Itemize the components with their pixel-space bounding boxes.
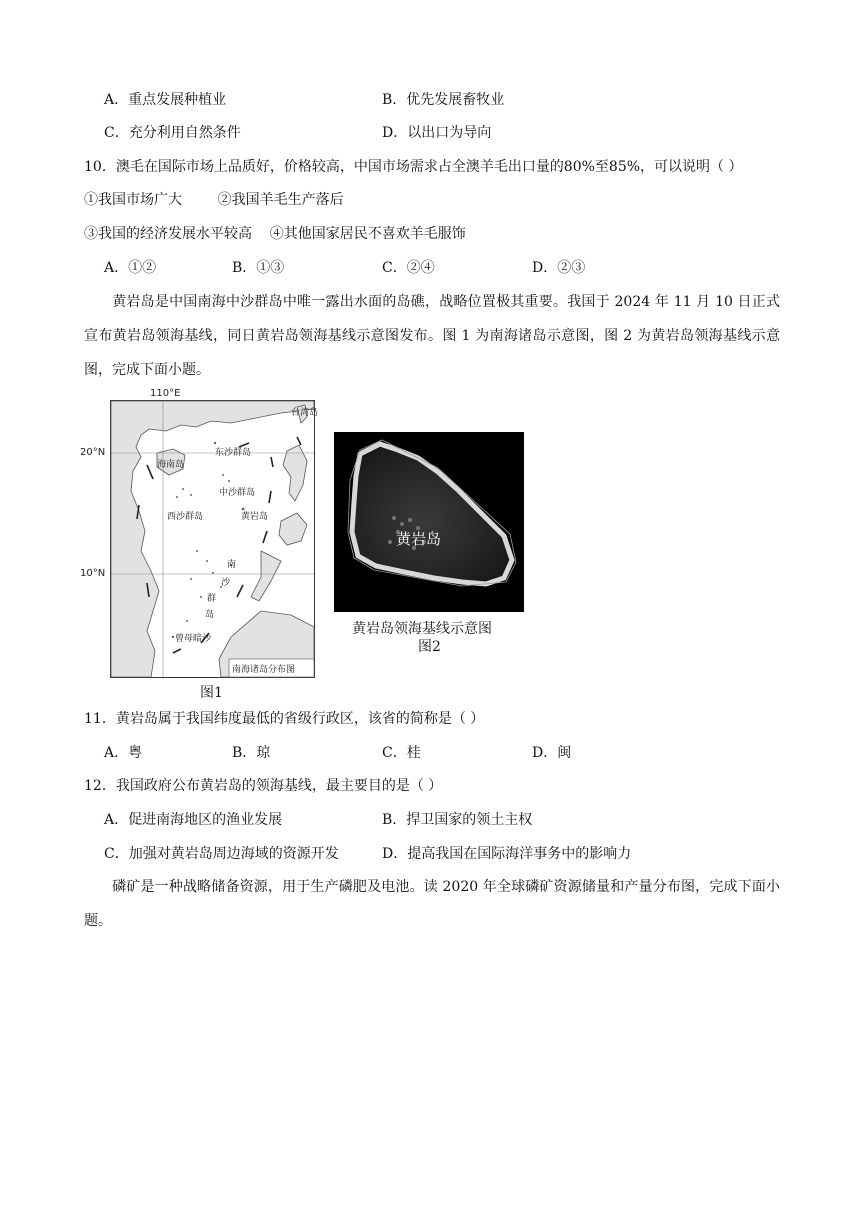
label-nansha-1: 南 xyxy=(227,560,237,570)
q12-option-b: B．捍卫国家的领土主权 xyxy=(382,812,533,828)
figure2-title: 黄岩岛领海基线示意图 xyxy=(352,621,492,637)
q10-option-c: C．②④ xyxy=(382,260,435,276)
q9-option-b: B．优先发展畜牧业 xyxy=(382,92,505,108)
huangyan-baseline-image xyxy=(334,432,524,612)
q12-option-a: A．促进南海地区的渔业发展 xyxy=(104,812,283,828)
label-huangyan-island: 黄岩岛 xyxy=(396,530,442,548)
atoll-graphic xyxy=(334,432,524,612)
q12-option-d: D．提高我国在国际海洋事务中的影响力 xyxy=(382,846,632,862)
label-zhongsha: 中沙群岛 xyxy=(219,488,256,498)
label-zengmu: 曾母暗沙 xyxy=(175,634,212,644)
q10-items-line1: ①我国市场广大 ②我国羊毛生产落后 xyxy=(84,192,344,208)
lat-10n-label: 10°N xyxy=(80,568,106,579)
q10-stem: 10．澳毛在国际市场上品质好，价格较高，中国市场需求占全澳羊毛出口量的80%至85%，可以说明（ ） xyxy=(84,159,743,175)
label-xisha: 西沙群岛 xyxy=(167,512,204,522)
q10-option-d: D．②③ xyxy=(532,260,586,276)
label-nansha-2: 沙 xyxy=(221,578,231,588)
q10-option-b: B．①③ xyxy=(232,260,285,276)
figure1-caption: 图1 xyxy=(200,685,223,701)
label-nansha-3: 群 xyxy=(207,594,217,604)
q11-option-d: D．闽 xyxy=(532,745,572,761)
label-huangyan: 黄岩岛 xyxy=(241,512,269,522)
q10-option-a: A．①② xyxy=(104,260,157,276)
label-hainan: 海南岛 xyxy=(157,460,185,470)
passage-huangyan: 黄岩岛是中国南海中沙群岛中唯一露出水面的岛礁，战略位置极其重要。我国于 2024 年 11 月 10 日正式宣布黄岩岛领海基线，同日黄岩岛领海基线示意图发布。图 1 为南海诸岛示意图，图 2 为黄岩岛领海基线示意图，完成下面小题。 xyxy=(84,294,780,378)
q11-stem: 11．黄岩岛属于我国纬度最低的省级行政区，该省的简称是（ ） xyxy=(84,711,485,727)
q11-option-a: A．粤 xyxy=(104,745,143,761)
label-taiwan: 台湾岛 xyxy=(291,408,319,418)
q11-option-c: C．桂 xyxy=(382,745,421,761)
passage-phosphate: 磷矿是一种战略储备资源，用于生产磷肥及电池。读 2020 年全球磷矿资源储量和产量分布图，完成下面小题。 xyxy=(84,879,780,929)
figure2-caption: 图2 xyxy=(418,639,441,655)
map-graphic xyxy=(111,401,314,677)
q12-stem: 12．我国政府公布黄岩岛的领海基线，最主要目的是（ ） xyxy=(84,778,443,794)
q11-option-b: B．琼 xyxy=(232,745,271,761)
map-inset-title: 南海诸岛分布图 xyxy=(232,665,296,675)
lat-20n-label: 20°N xyxy=(80,447,106,458)
q12-option-c: C．加强对黄岩岛周边海域的资源开发 xyxy=(104,846,339,862)
label-dongsha: 东沙群岛 xyxy=(215,448,252,458)
q10-items-line2: ③我国的经济发展水平较高 ④其他国家居民不喜欢羊毛服饰 xyxy=(84,226,466,242)
label-nansha-4: 岛 xyxy=(205,610,215,620)
south-china-sea-map xyxy=(110,400,319,678)
lon-110e-label: 110°E xyxy=(150,388,181,399)
q9-option-a: A．重点发展种植业 xyxy=(104,92,227,108)
q9-option-d: D．以出口为导向 xyxy=(382,125,492,141)
q9-option-c: C．充分利用自然条件 xyxy=(104,125,241,141)
